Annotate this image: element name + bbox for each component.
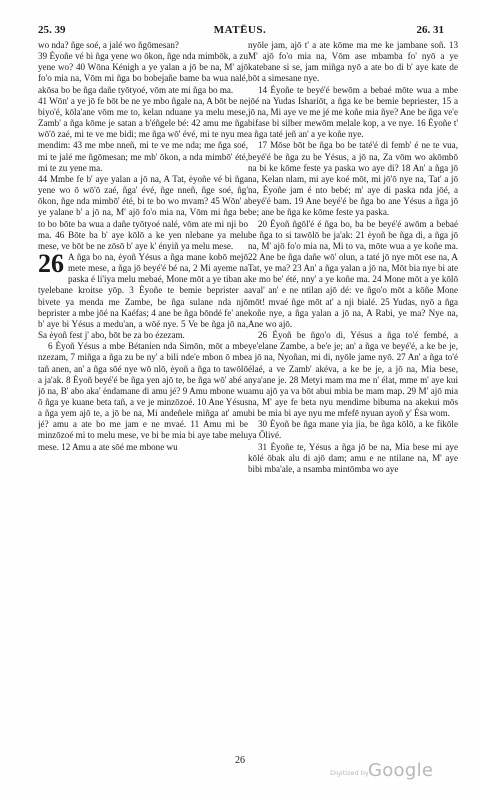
page-number: 26: [235, 755, 245, 766]
google-wordmark: Google: [368, 760, 434, 781]
paragraph-text: 20 Ėyoñ ñgōl'é é ñga bo, ba be beyé'é awōm a bebaé be ñga to si tawōlō be ja'ak: 21 ėyoñ be ñga di, a ñga jō na, M' ajō fo'o mia na, Mi to va, mōte wua a ye koñe ma. 22 Ane be ñga dañe wō' olun, a taté jō nye mōt ese na, A Tat, ye ma? 23 An' a ñga yalan a jō na, Mōt bia nye bi ate ke mo be' été, nny' a ye koñe ma. 24 Mone mōt a ye kōlō aval' an' e ne ntilan ajō dé: ve ñgo'o mōt a kōñe Mone mōt! mvaé ñge mōt at' a nji bialé. 25 Yudas, nyō a ñga koñe nye, a ñga yalan a jō na, A Rabi, ye ma? Nye na, Ane wo ajō.: [248, 218, 458, 329]
digitized-label: Digitized by: [330, 769, 369, 777]
paragraph: [38, 96, 248, 174]
paragraph-text: A ñga bo na, ėyoñ Yésus a ñga mane kobō mejō mete mese, a ñga jō beyé'é bé na, 2 Mi ayeme na paska é li'iya melu mebaé, Mone mōt a ye tiban a tyelebane kroitse yōp. 3 Ėyoñe te bemie beprister a bivete ya menda me Zambe, be ñga sulane nda njō beprister a mbe jōé na Kaéfas; 4 ane be ñga bōndé fe' ane b' aye bi Yésus a medu'an, a wōé nye. 5 Ve be ñga jō na, Sa ėyoñ fest j' abo, bōt be za bo ézezam.: [38, 251, 248, 341]
paragraph: [248, 85, 458, 141]
paragraph-text: 14 Ėyoñe te beyé'é bewōm a bebaé mōte wua a mbe jōé na Yudas Ishariōt, a ñga ke be bemie bepriester, 15 a jō na, Mi aye ve me jé me koñe mia ñye? Ane be ñga ve'e bifase bi silber mewōm melale kop, a ve nye. 16 Ėyoñe t' a ñga taté jeñ an' a ye koñe nye.: [248, 84, 458, 140]
paragraph-text: 30 Ėyoñ be ñga mane yia jia, be ñga kōlō, a ke fikōle ya Ōlivé.: [248, 419, 458, 441]
right-text-column: [248, 40, 458, 770]
paragraph-text: 26 Ėyoñ be ñgo'o di, Yésus a ñga to'é fembé, a ye'elane Zambe, a be'e je; an' a ñga ve beyé'é, a ke be je, a jō na, Nyoñan, mi di, nyōle jame nyō. 27 An' a ñga to'é élaé, a ve Zamb' akéva, a ke be je, a jō na, Mia bese, nya'ane je. 28 Metyi mam ma me n' élat, mme m' aye kui amu ajō ya va bōt abui mbia be mam map. 29 M' ajō mia na, M' aye fe beta nyu mendime bibuma na akekui mōs bi be mia bi aye nyu me mfefē nyuan ayoñ y' Ésa wom.: [248, 330, 458, 419]
digitized-by-google-watermark: [330, 760, 460, 784]
paragraph-text: 31 Ėyoñe te, Yésus a ñga jō be na, Mia bese mi aye kōlé ōbak alu di ajō dam; amu e ne ntilane na, M' aye bibi mba'ale, a nsamba mintōmba wo aye: [248, 441, 458, 474]
paragraph: [248, 219, 458, 331]
paragraph-text: 44 Mmbe fe b' aye yalan a jō na, A Tat, ėyoñe vé bi ñga yene wo ō wō'ō zaé, ñga' évé, ñge nneñ, ñge soé, ñg' ōkon, ñge nda mimbō' été, bi te bo wo mvam? 45 Wōn' a ye yalane b' a jō na, M' ajō fo'o mia na, Vōm mi ñga be to bo bōte ba wua a dañe tyōtyoé nalé, vōm ate mi nji bo ma. 46 Bōte ba b' aye kōlō a ke yen nlebane ya melu mese, ve bōt be ne zōsō b' aye k' ényiñ ya melu mese.: [38, 173, 248, 251]
paragraph-text: 41 Wōn' a ye jō fe bōt be ne ye mbo ñgale na, A bōt be ne biyo'é, kōla'ane vōm me to, kelan nduane ya melu mese, Zamb' a ñga kōme je satan a b'éñgele bé: 42 amu me ñga wō'ō zaé, mi te ve me bidi; me ñga wō' évé, mi te nyu me mendim: 43 me mbe nneñ, mi te ve me nda; me ñga soé, mi te jalé me ñgōmesan; me mb' ōkon, a nda mimbō' été, mi te zu yene ma.: [38, 95, 248, 173]
paragraph: [38, 341, 248, 453]
paragraph-text: 6 Ėyoñ Yésus a mbe Bétanien nda Simōn, mōt a mbe nzezam, 7 miñga a ñga zu be ny' a bili nde'e mbon ō mbe tañ anen, an' a ñga sōé nye wō nlō, ėyoñ a ñga to tawōlō a ja'ak. 8 Ėyoñ beyé'é be ñga yen ajō te, be ñga wō' abé a jō na, B' abo aka' ėndamane di amu jé? 9 Amu mbone wu ō ñga ye kuane beta tañ, a ve je minzōzoé. 10 Ane Yésus a ñga yem ajō te, a jō be na, Mi andeñele miñga at' amu jé? amu a ate bo me jam e ne mvaé. 11 Amu mi be minzōzoé mi to melu mese, ve bi be mia bi aye tabe melu mese. 12 Amu a ate sōé me mbone wu: [38, 341, 248, 452]
paragraph-text: 39 Ėyoñe vé bi ñga yene wo ōkon, ñge nda mimbōk, a zu yene wo? 40 Wōna Kénigh a ye yalan a jō be na, M' ajō fo'o mia na, Vōm mi ñga bo bobejañe bame ba wua nalé, akōsa bo be ñga dañe tyōtyoé, vōm ate mi ñga bo ma.: [38, 51, 248, 95]
paragraph: [248, 419, 458, 441]
paragraph: [248, 40, 458, 85]
header-left-ref: 25. 39: [38, 24, 66, 36]
chapter-number: 26: [38, 248, 64, 278]
paragraph: [38, 174, 248, 252]
running-header: [0, 24, 480, 38]
paragraph-text: nyōle jam, ajō t' a ate kōme ma me ke jambane soñ. 13 M' ajō fo'o mia na, Vōm ase mbamba fo' nyō a ye katebane si se, jam miñga nyō a ate bo di b' aye kate de bōt a simesane nye.: [248, 40, 458, 84]
paragraph: [38, 248, 248, 341]
left-text-column: [38, 40, 248, 770]
paragraph-text: 17 Mōse bōt be ñga bo be taté'é di femb' é ne te vua, beyé'é be ñga zu be Yésus, a jō na, Za vōm wo akōmbō na bi ke kōme feste ya paska wo aye di? 18 An' a ñga jō na, Kelan nlam, mi aye koé mōt, mi jō'ō nye na, Tat' a jō na, Ėyoñe jam é nto bebé; m' aye di paska nda jōé, a beyé'é bam. 19 Ane beyé'é be ñga bo ane Yésus a ñga jō be; ane be ñga ke kōme feste ya paska.: [248, 140, 458, 218]
header-book-title: MATĒUS.: [213, 24, 267, 36]
paragraph: [248, 330, 458, 419]
paragraph: [38, 40, 248, 51]
paragraph: [248, 442, 458, 475]
header-right-ref: 26. 31: [416, 24, 444, 36]
paragraph-text: wo nda? ñge soé, a jalé wo ñgōmesan?: [38, 40, 179, 50]
paragraph: [38, 51, 248, 96]
paragraph: [248, 140, 458, 218]
